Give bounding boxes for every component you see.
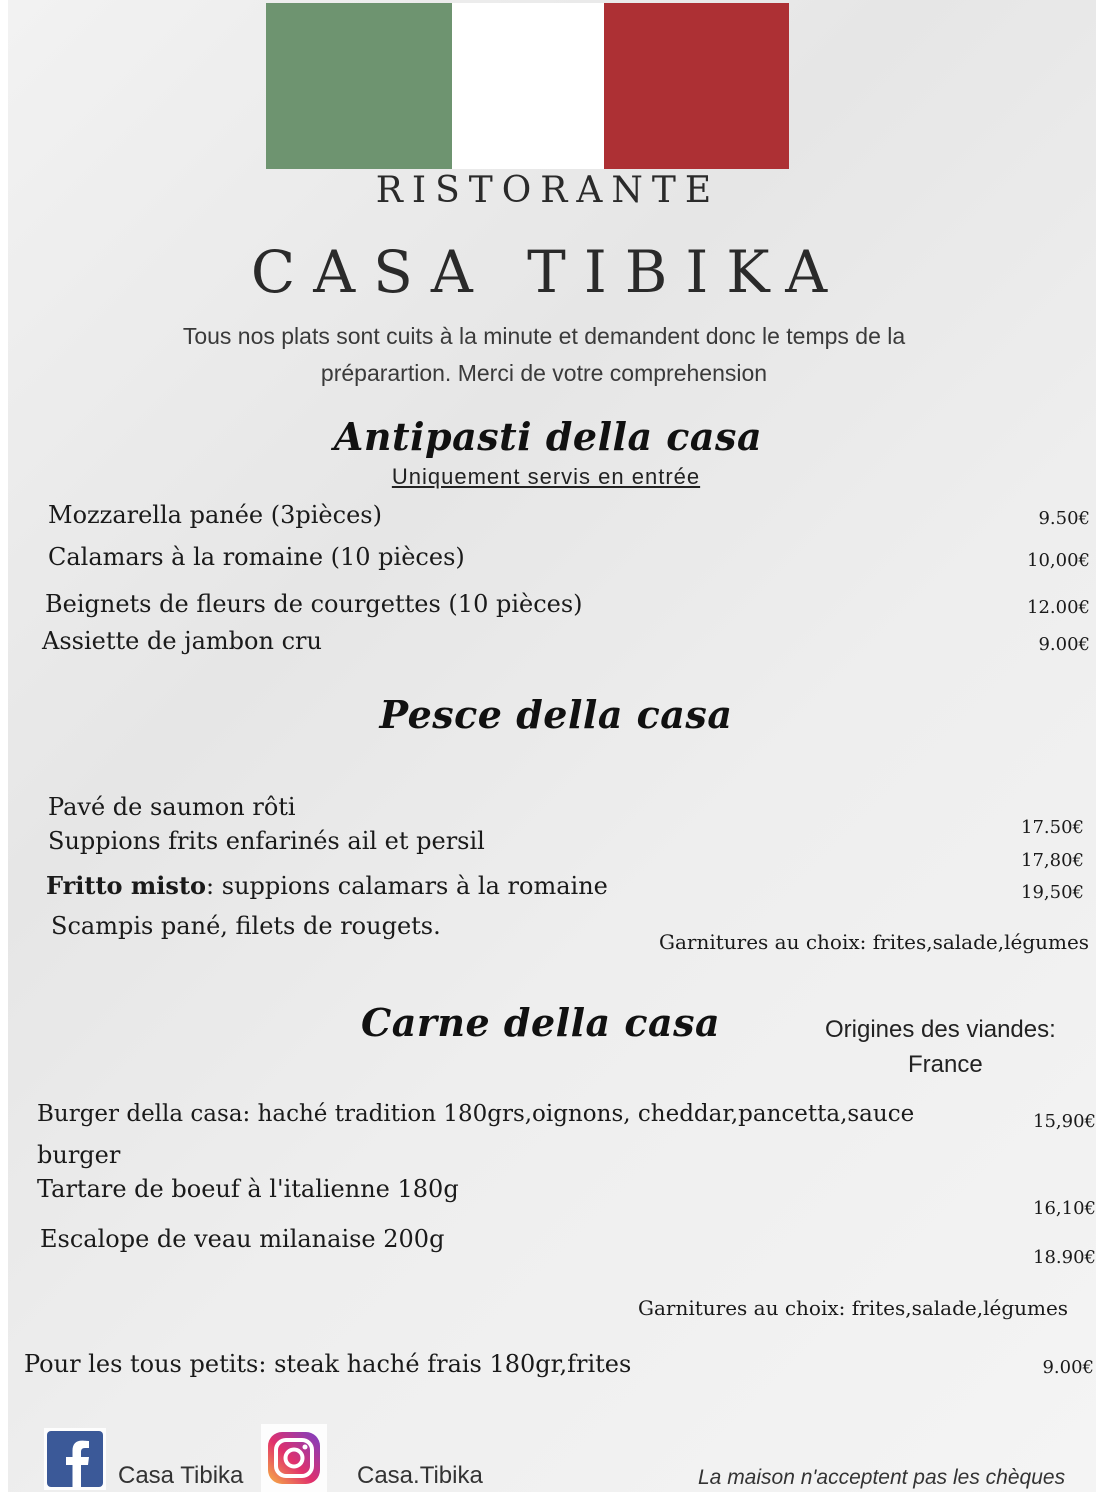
antipasti-item-4: Assiette de jambon cru: [42, 627, 322, 655]
pesce-garnish: Garnitures au choix: frites,salade,légumes: [659, 930, 1090, 954]
facebook-icon: [44, 1428, 106, 1490]
facebook-icon-frame[interactable]: [44, 1428, 106, 1490]
carne-price-3: 18.90€: [1033, 1247, 1096, 1268]
antipasti-item-3: Beignets de fleurs de courgettes (10 pièces): [45, 590, 583, 618]
carne-price-1: 15,90€: [1033, 1111, 1096, 1132]
ristorante-label: RISTORANTE: [375, 170, 721, 211]
carne-price-2: 16,10€: [1033, 1198, 1096, 1219]
carne-garnish: Garnitures au choix: frites,salade,légumes: [638, 1296, 1069, 1320]
flag-white-band: [452, 3, 604, 169]
antipasti-price-3: 12.00€: [1027, 597, 1090, 618]
antipasti-item-1: Mozzarella panée (3pièces): [48, 501, 382, 529]
fritto-misto-label: Fritto misto: [46, 871, 207, 900]
kids-menu-item: Pour les tous petits: steak haché frais 180gr,frites: [24, 1350, 632, 1378]
instagram-icon-frame[interactable]: [261, 1424, 327, 1492]
flag-red-band: [604, 3, 789, 169]
antipasti-subtitle: Uniquement servis en entrée: [391, 464, 701, 489]
restaurant-name: CASA TIBIKA: [250, 238, 846, 306]
menu-page: [8, 0, 1096, 1492]
flag-green-band: [266, 3, 452, 169]
kids-menu-price: 9.00€: [1042, 1357, 1094, 1378]
pesce-item-3: [46, 871, 608, 900]
antipasti-price-1: 9.50€: [1038, 508, 1090, 529]
pesce-item-2: Suppions frits enfarinés ail et persil: [48, 827, 485, 855]
antipasti-item-2: Calamars à la romaine (10 pièces): [48, 543, 465, 571]
pesce-item-1: Pavé de saumon rôti: [48, 793, 296, 821]
pesce-title: Pesce della casa: [379, 692, 733, 737]
carne-item-1-line-1: Burger della casa: haché tradition 180grs,oignons, cheddar,pancetta,sauce: [37, 1101, 915, 1127]
pesce-price-2: 17,80€: [1021, 850, 1084, 871]
intro-line-1: Tous nos plats sont cuits à la minute et demandent donc le temps de la: [182, 323, 906, 349]
pesce-item-4: Scampis pané, filets de rougets.: [51, 912, 441, 940]
antipasti-price-4: 9.00€: [1038, 634, 1090, 655]
carne-item-1-line-2: burger: [37, 1141, 121, 1169]
meat-origin-line-2: France: [908, 1051, 983, 1078]
carne-item-2: Tartare de boeuf à l'italienne 180g: [37, 1175, 459, 1203]
carne-title: Carne della casa: [361, 1000, 721, 1045]
pesce-price-3: 19,50€: [1021, 882, 1084, 903]
intro-line-2: préparartion. Merci de votre comprehension: [320, 360, 768, 386]
instagram-icon: [261, 1424, 327, 1492]
fritto-misto-description: : suppions calamars à la romaine: [206, 872, 608, 900]
antipasti-price-2: 10,00€: [1027, 550, 1090, 571]
payment-note: La maison n'acceptent pas les chèques: [698, 1466, 1066, 1489]
meat-origin-line-1: Origines des viandes:: [825, 1016, 1056, 1043]
antipasti-title: Antipasti della casa: [333, 414, 763, 459]
pesce-price-1: 17.50€: [1021, 817, 1084, 838]
facebook-handle[interactable]: Casa Tibika: [118, 1462, 244, 1489]
carne-item-3: Escalope de veau milanaise 200g: [40, 1225, 445, 1253]
instagram-handle[interactable]: Casa.Tibika: [357, 1462, 483, 1489]
